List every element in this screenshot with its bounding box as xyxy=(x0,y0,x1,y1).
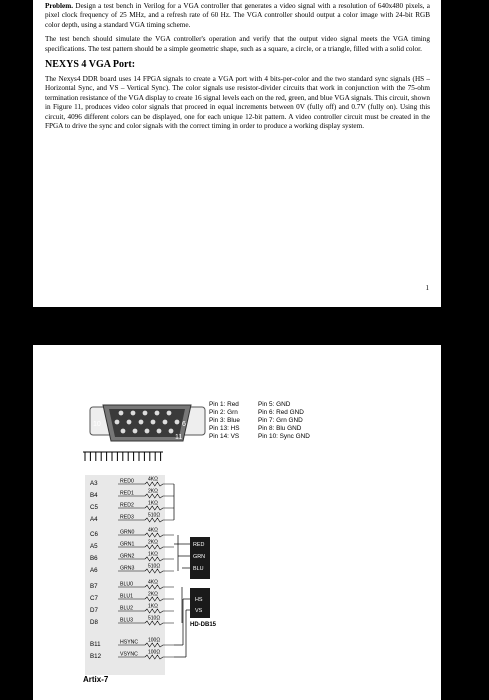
signal-label: GRN1 xyxy=(120,541,135,548)
fpga-pin-label: C6 xyxy=(90,531,98,538)
fpga-pin-label: D7 xyxy=(90,607,98,614)
signal-label: BLU0 xyxy=(120,581,133,588)
signal-label: VSYNC xyxy=(120,651,138,658)
problem-paragraph xyxy=(45,2,430,30)
resistor-value: 4KΩ xyxy=(148,579,158,586)
resistor-value: 510Ω xyxy=(148,615,161,622)
signal-label: RED0 xyxy=(120,478,134,485)
fpga-pin-label: A3 xyxy=(90,480,98,487)
output-vs-label: VS xyxy=(195,608,203,614)
document-page-2 xyxy=(33,345,441,700)
pin-6-label: Pin 6: Red GND xyxy=(258,409,304,416)
pin-7-label: Pin 7: Grn GND xyxy=(258,417,303,424)
vga-dot xyxy=(133,429,138,434)
fpga-pin-label: D8 xyxy=(90,619,98,626)
resistor-value: 2KΩ xyxy=(148,488,158,495)
page-gap xyxy=(33,307,441,345)
nexys-heading: NEXYS 4 VGA Port: xyxy=(45,59,136,71)
vga-dot xyxy=(145,429,150,434)
resistor-value: 510Ω xyxy=(148,563,161,570)
resistor-value: 1KΩ xyxy=(148,603,158,610)
fpga-pin-label: B6 xyxy=(90,555,98,562)
output-grn-label: GRN xyxy=(193,554,205,560)
signal-label: RED3 xyxy=(120,514,134,521)
pin-14-label: Pin 14: VS xyxy=(209,433,240,440)
resistor-value: 100Ω xyxy=(148,649,161,656)
problem-text: Design a test bench in Verilog for a VGA controller that generates a video signal with a resolution of 640x480 pixels, a pixel clock frequency of 25 MHz, and a refresh rate of 60 Hz. The VGA controller should output a color image with 24-bit RGB color depth, using a standard VGA timing scheme. xyxy=(45,2,431,29)
pin-1-label: Pin 1: Red xyxy=(209,401,239,408)
output-blu-label: BLU xyxy=(193,566,204,572)
vga-dot xyxy=(157,429,162,434)
fpga-pin-label: A5 xyxy=(90,543,98,550)
hd-db15-label: HD-DB15 xyxy=(190,622,217,628)
vga-dot xyxy=(119,411,124,416)
resistor-value: 100Ω xyxy=(148,637,161,644)
signal-label: HSYNC xyxy=(120,639,139,646)
fpga-pin-label: B4 xyxy=(90,492,98,499)
connector-label-6: 6 xyxy=(182,421,186,428)
resistor-value: 1KΩ xyxy=(148,551,158,558)
fpga-pin-label: C7 xyxy=(90,595,98,602)
vga-connector-figure xyxy=(33,345,441,700)
vga-dot xyxy=(139,420,144,425)
vga-dot xyxy=(155,411,160,416)
signal-label: GRN2 xyxy=(120,553,135,560)
document-page-1 xyxy=(33,0,441,307)
pin-5-label: Pin 5: GND xyxy=(258,401,291,408)
vga-dot xyxy=(167,411,172,416)
fpga-pin-label: C5 xyxy=(90,504,98,511)
connector-label-10: 10 xyxy=(93,421,101,428)
connector-pin-comb xyxy=(83,452,163,461)
output-hs-label: HS xyxy=(195,597,203,603)
signal-label: BLU1 xyxy=(120,593,133,600)
output-red-label: RED xyxy=(193,542,205,548)
signal-label: BLU2 xyxy=(120,605,133,612)
page-1-text xyxy=(45,2,430,136)
vga-dot xyxy=(169,429,174,434)
problem-label: Problem. xyxy=(45,2,74,10)
fpga-pin-label: A6 xyxy=(90,567,98,574)
nexys-paragraph: The Nexys4 DDR board uses 14 FPGA signals to create a VGA port with 4 bits-per-color and the two standard sync signals (HS – Horizontal Sync, and VS – Vertical Sync). The color signals use resistor-divider circuits that work in conjunction with the 75-ohm termination resistance of the VGA display to create 16 signal levels each on the red, green, and blue VGA signals. This circuit, shown in Figure 11, produces video color signals that proceed in equal increments between 0V (fully off) and 0.7V (fully on). Using this circuit, 4096 different colors can be displayed, one for each unique 12-bit pattern. A video controller circuit must be created in the FPGA to drive the sync and color signals with the correct timing in order to produce a working display system. xyxy=(45,75,430,131)
vga-dot xyxy=(151,420,156,425)
vga-dot xyxy=(127,420,132,425)
signal-label: GRN0 xyxy=(120,529,135,536)
artix7-label: Artix-7 xyxy=(83,675,109,684)
connector-label-11: 11 xyxy=(175,434,183,441)
resistor-value: 1KΩ xyxy=(148,500,158,507)
vga-dot xyxy=(143,411,148,416)
testbench-paragraph: The test bench should simulate the VGA controller's operation and verify that the output video signal meets the VGA timing specifications. The test pattern should be a simple geometric shape, such as a square, a circle, or a triangle, filled with a solid color. xyxy=(45,35,430,53)
page-number: 1 xyxy=(425,284,429,292)
resistor-value: 2KΩ xyxy=(148,591,158,598)
pin-13-label: Pin 13: HS xyxy=(209,425,240,432)
pin-2-label: Pin 2: Grn xyxy=(209,409,238,416)
vga-dot xyxy=(121,429,126,434)
pin-3-label: Pin 3: Blue xyxy=(209,417,240,424)
fpga-pin-label: A4 xyxy=(90,516,98,523)
pinout-list-right xyxy=(258,401,310,441)
resistor-value: 510Ω xyxy=(148,512,161,519)
vga-connector xyxy=(83,405,205,461)
signal-label: RED1 xyxy=(120,490,134,497)
resistor-value: 4KΩ xyxy=(148,476,158,483)
fpga-pin-label: B12 xyxy=(90,653,102,660)
resistor-value: 4KΩ xyxy=(148,527,158,534)
signal-label: RED2 xyxy=(120,502,134,509)
vga-dot xyxy=(131,411,136,416)
resistor-value: 2KΩ xyxy=(148,539,158,546)
signal-label: BLU3 xyxy=(120,617,133,624)
vga-dot xyxy=(163,420,168,425)
pin-8-label: Pin 8: Blu GND xyxy=(258,425,302,432)
fpga-pin-label: B11 xyxy=(90,641,101,648)
signal-label: GRN3 xyxy=(120,565,135,572)
pin-10-label: Pin 10: Sync GND xyxy=(258,433,310,440)
vga-dot xyxy=(115,420,120,425)
pinout-list-left xyxy=(209,401,240,441)
vga-dot xyxy=(175,420,180,425)
fpga-pin-label: B7 xyxy=(90,583,98,590)
